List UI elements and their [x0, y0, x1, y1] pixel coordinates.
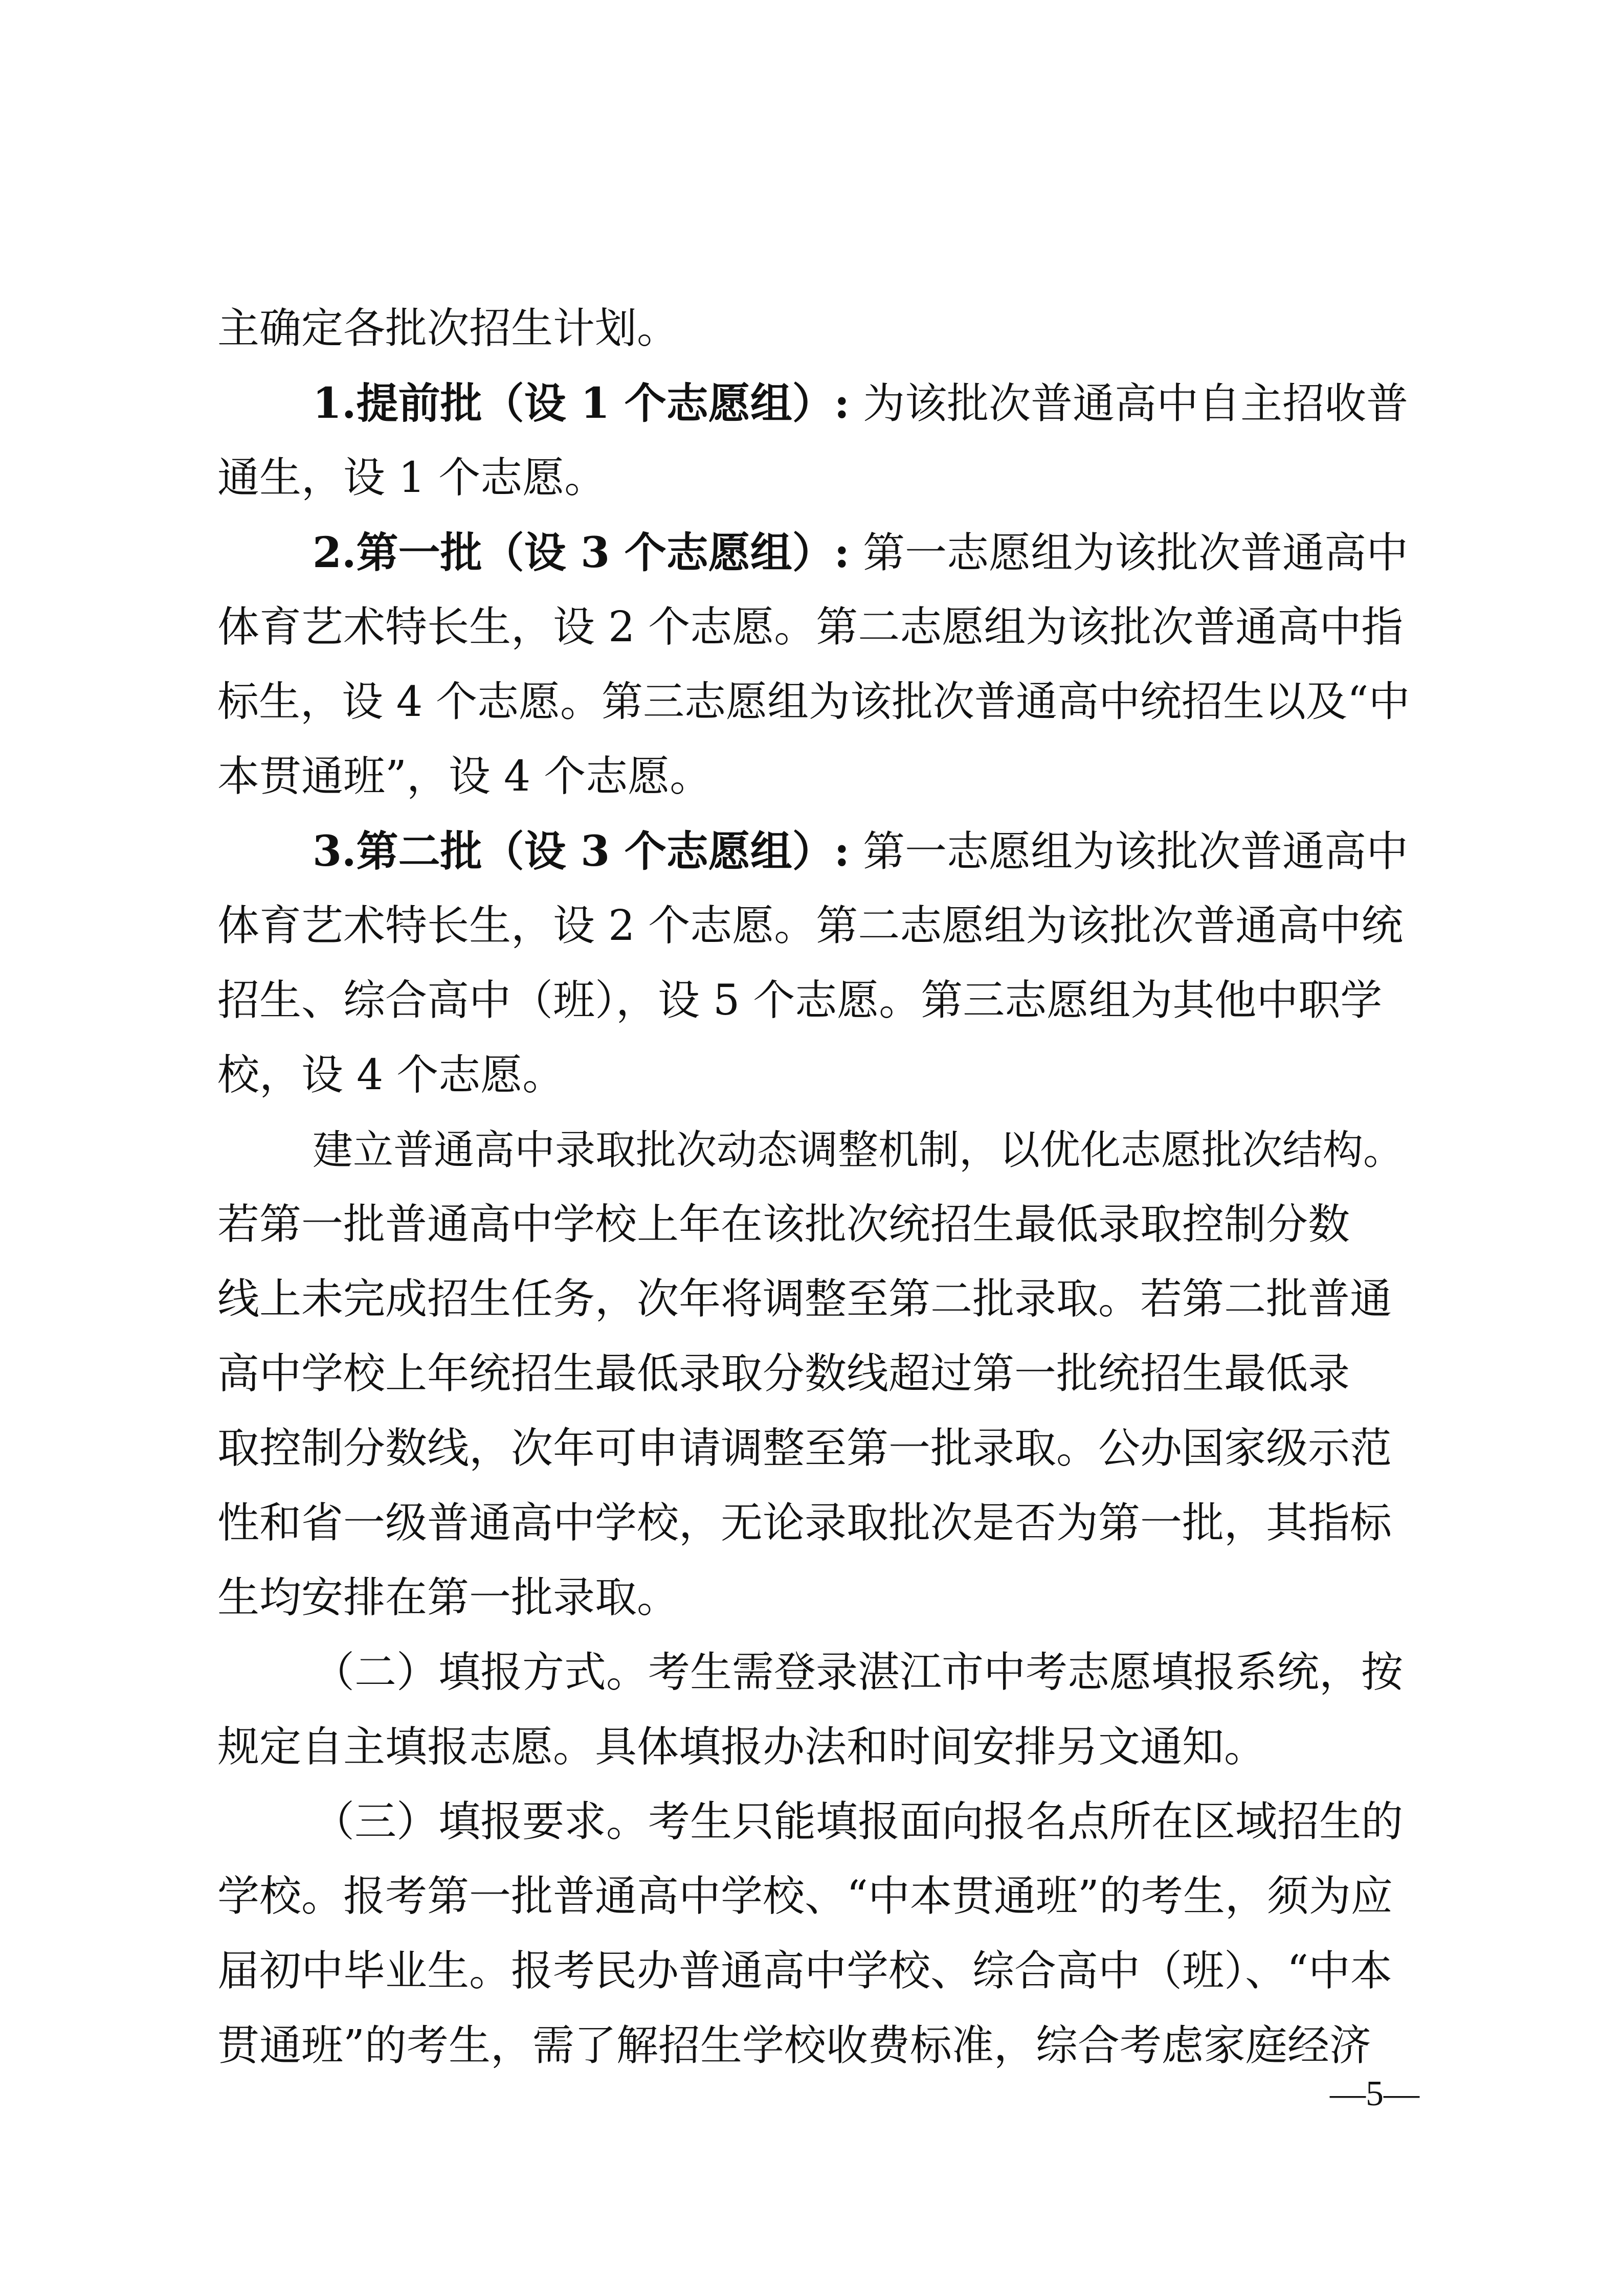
text-line [217, 739, 1414, 814]
text-line [217, 1187, 1414, 1262]
line-text: （三）填报要求。考生只能填报面向报名点所在区域招生的 [313, 1797, 1404, 1846]
line-text: 招生、综合高中（班），设 5 个志愿。第三志愿组为其他中职学 [217, 976, 1383, 1025]
line-text: 主确定各批次招生计划。 [217, 304, 679, 353]
text-line [217, 1337, 1414, 1411]
text-line [217, 366, 1414, 441]
line-text: 届初中毕业生。报考民办普通高中学校、综合高中（班）、“中本 [217, 1947, 1392, 1995]
line-text: 取控制分数线，次年可申请调整至第一批录取。公办国家级示范 [217, 1424, 1392, 1473]
text-line [217, 1635, 1414, 1710]
line-text: 生均安排在第一批录取。 [217, 1573, 679, 1622]
line-text: 通生，设 1 个志愿。 [217, 454, 607, 502]
text-line [217, 889, 1414, 963]
text-line [217, 665, 1414, 739]
page-number: —5— [1330, 2074, 1419, 2113]
text-line [217, 1710, 1414, 1785]
text-line [217, 291, 1414, 366]
text-line [217, 1561, 1414, 1635]
line-text: 建立普通高中录取批次动态调整机制，以优化志愿批次结构。 [313, 1127, 1404, 1174]
line-text: 本贯通班”，设 4 个志愿。 [217, 752, 712, 801]
body-text [217, 291, 1414, 2083]
text-line [217, 1785, 1414, 1859]
line-text: 校，设 4 个志愿。 [217, 1051, 565, 1099]
line-text: 学校。报考第一批普通高中学校、“中本贯通班”的考生，须为应 [217, 1872, 1393, 1921]
bold-heading-text: 2.第一批（设 3 个志愿组）: [313, 528, 850, 577]
line-text: 高中学校上年统招生最低录取分数线超过第一批统招生最低录 [217, 1349, 1350, 1398]
text-line [217, 590, 1414, 665]
line-text: 为该批次普通高中自主招收普 [850, 379, 1409, 428]
line-text: 体育艺术特长生，设 2 个志愿。第二志愿组为该批次普通高中统 [217, 902, 1404, 950]
line-text: 第一志愿组为该批次普通高中 [850, 529, 1409, 577]
text-line [217, 1486, 1414, 1561]
line-text: 贯通班”的考生，需了解招生学校收费标准，综合考虑家庭经济 [217, 2021, 1371, 2070]
bold-heading-text: 1.提前批（设 1 个志愿组）: [313, 379, 850, 428]
text-line [217, 515, 1414, 590]
line-text: 标生，设 4 个志愿。第三志愿组为该批次普通高中统招生以及“中 [217, 678, 1410, 726]
text-line [217, 814, 1414, 889]
bold-heading-text: 3.第二批（设 3 个志愿组）: [313, 827, 850, 876]
line-text: 线上未完成招生任务，次年将调整至第二批录取。若第二批普通 [217, 1275, 1392, 1323]
text-line [217, 1934, 1414, 2009]
line-text: 体育艺术特长生，设 2 个志愿。第二志愿组为该批次普通高中指 [217, 603, 1404, 651]
text-line [217, 1859, 1414, 1934]
line-text: 若第一批普通高中学校上年在该批次统招生最低录取控制分数 [217, 1200, 1350, 1249]
text-line [217, 1411, 1414, 1486]
line-text: 性和省一级普通高中学校，无论录取批次是否为第一批，其指标 [217, 1499, 1392, 1547]
line-text: 规定自主填报志愿。具体填报办法和时间安排另文通知。 [217, 1723, 1266, 1771]
text-line [217, 441, 1414, 515]
text-line [217, 1113, 1414, 1187]
line-text: 第一志愿组为该批次普通高中 [850, 827, 1409, 876]
text-line [217, 963, 1414, 1038]
line-text: （二）填报方式。考生需登录湛江市中考志愿填报系统，按 [313, 1648, 1404, 1697]
text-line [217, 2009, 1414, 2083]
text-line [217, 1038, 1414, 1113]
text-line [217, 1262, 1414, 1337]
